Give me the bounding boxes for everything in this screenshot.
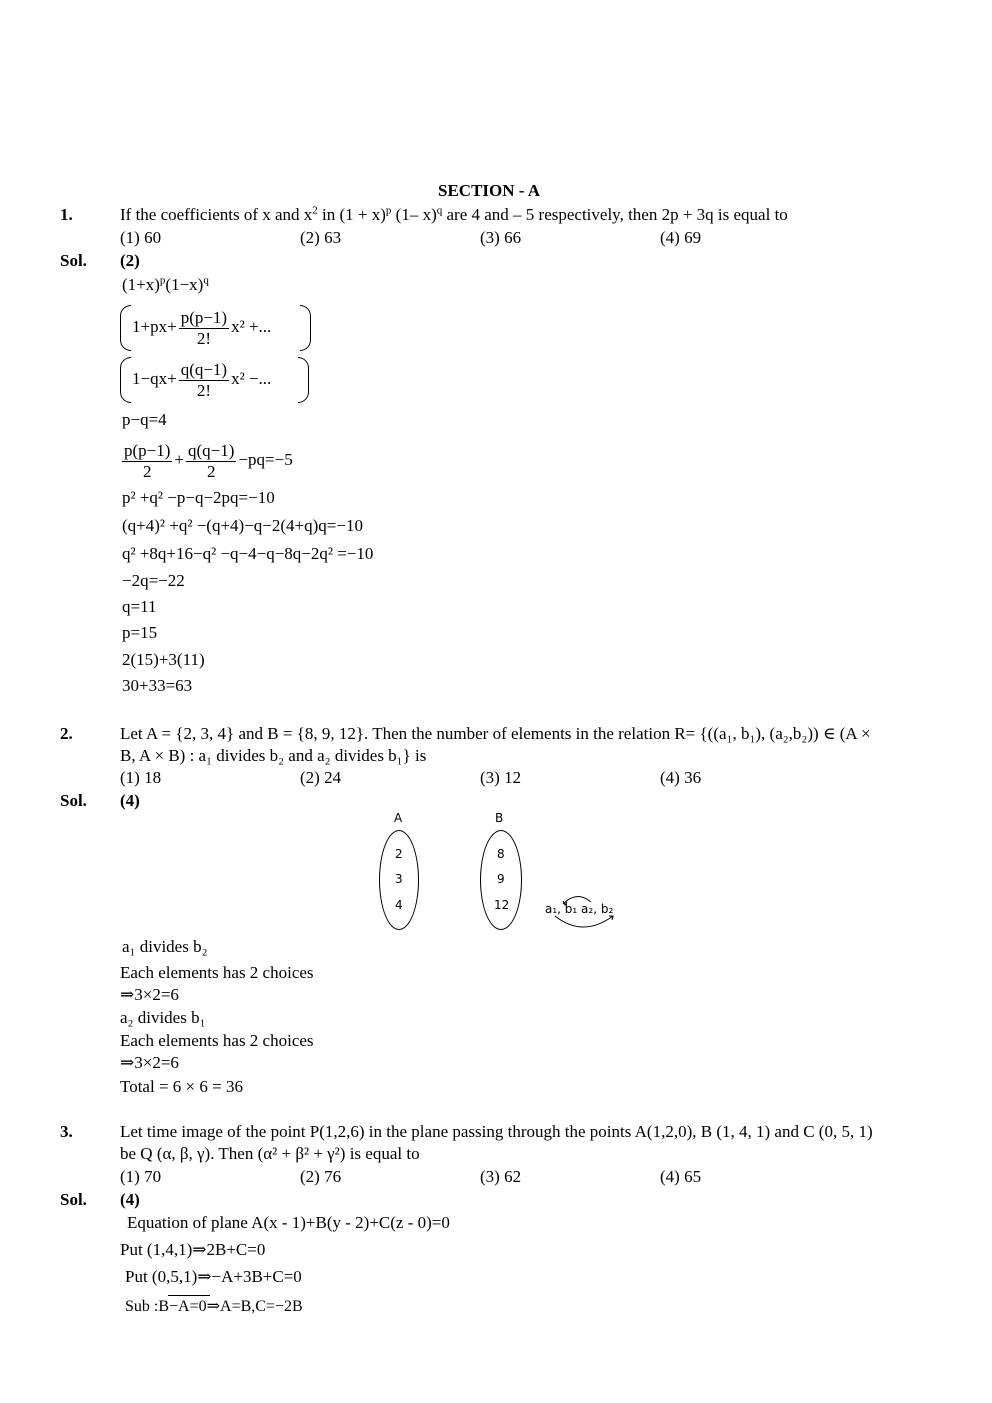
q1-step: 30+33=63 (122, 676, 193, 695)
q1-option-2: (2) 63 (300, 228, 342, 247)
q3-text-line1: Let time image of the point P(1,2,6) in the plane passing through the points A(1,2,0), B (1, 4, 1) and C (0, 5, 1) (120, 1122, 873, 1141)
q1-step: p² +q² −p−q−2pq=−10 (122, 488, 275, 507)
fraction: $\frac{p(p-1)}{2}$ (124, 440, 171, 481)
arc-top (563, 896, 591, 904)
q2-step: Each elements has 2 choices (120, 1031, 314, 1050)
q2-text-line1: Let A = {2, 3, 4} and B = {8, 9, 12}. Then the number of elements in the relation R= {((a₁, b₁), (a₂,b₂)) ∈ (A × (120, 724, 871, 743)
left-paren (120, 305, 131, 351)
q3-option-1: (1) 70 (120, 1167, 162, 1186)
q3-step: Put (0,5,1)⇒−A+3B+C=0 (125, 1267, 302, 1286)
q3-option-4: (4) 65 (660, 1167, 702, 1186)
q2-option-4: (4) 36 (660, 768, 702, 787)
fraction: $\frac{p(p-1)}{2!}$ (180, 307, 228, 348)
right-paren (298, 357, 309, 403)
right-paren (300, 305, 311, 351)
q1-option-4: (4) 69 (660, 228, 702, 247)
q1-answer: (2) (120, 251, 140, 270)
q2-sol-label: Sol. (60, 791, 87, 810)
q1-expansion-1: 1+px+ $\frac{p(p-1)}{2!}$ x² +... (132, 307, 272, 348)
q1-step: 2(15)+3(11) (122, 650, 205, 669)
q1-option-3: (3) 66 (480, 228, 522, 247)
pairing-arrows (545, 888, 625, 932)
q1-number: 1. (60, 205, 73, 224)
overline (168, 1295, 210, 1296)
q3-option-2: (2) 76 (300, 1167, 342, 1186)
fraction: $\frac{q(q-1)}{2}$ (188, 440, 235, 481)
set-a-element: 2 (395, 847, 403, 861)
set-b-element: 12 (494, 898, 510, 912)
q1-step: p=15 (122, 623, 158, 642)
q2-number: 2. (60, 724, 73, 743)
q3-answer: (4) (120, 1190, 140, 1209)
q2-option-3: (3) 12 (480, 768, 522, 787)
q2-text-line2: B, A × B) : a₁ divides b₂ and a₂ divides b₁} is (120, 746, 427, 765)
q1-step: (q+4)² +q² −(q+4)−q−2(4+q)q=−10 (122, 516, 363, 535)
set-a-element: 4 (395, 898, 403, 912)
q2-step: Each elements has 2 choices (120, 963, 314, 982)
q2-step: ⇒3×2=6 (120, 1053, 179, 1072)
q2-step: a₂ divides b₁ (120, 1008, 206, 1027)
q3-step: Sub :B−A=0⇒A=B,C=−2B (125, 1298, 303, 1315)
set-a-element: 3 (395, 872, 403, 886)
q3-number: 3. (60, 1122, 73, 1141)
left-paren (120, 357, 131, 403)
section-title: SECTION - A (438, 181, 541, 200)
q2-step: a₁ divides b₂ (122, 937, 208, 956)
q2-step: ⇒3×2=6 (120, 985, 179, 1004)
q2-answer: (4) (120, 791, 140, 810)
q2-option-2: (2) 24 (300, 768, 342, 787)
set-b-element: 9 (497, 872, 505, 886)
arc-bottom (555, 916, 613, 927)
q1-step: −2q=−22 (122, 571, 185, 590)
q1-text: If the coefficients of x and $x^2$ in $(1 + x)^p$ (1– x)$^q$ are 4 and – 5 respectively, then 2p + 3q is equal to (120, 204, 788, 224)
q3-sol-label: Sol. (60, 1190, 87, 1209)
set-b-label: B (495, 811, 504, 825)
q3-step: Put (1,4,1)⇒2B+C=0 (120, 1240, 266, 1259)
q1-option-1: (1) 60 (120, 228, 162, 247)
q1-expansion-2: 1−qx+ $\frac{q(q-1)}{2!}$ x² −... (132, 359, 272, 400)
pair-label: a₁, b₁ a₂, b₂ (545, 902, 614, 916)
q1-sol-label: Sol. (60, 251, 87, 270)
q3-option-3: (3) 62 (480, 1167, 522, 1186)
q3-text-line2: be Q (α, β, γ). Then (α² + β² + γ²) is equal to (120, 1144, 420, 1163)
q1-step: p−q=4 (122, 410, 167, 429)
set-b-element: 8 (497, 847, 505, 861)
fraction: $\frac{q(q-1)}{2!}$ (180, 359, 228, 400)
q1-step-expansion: $(1+x)^p(1-x)^q$ (122, 274, 209, 294)
q2-step: Total = 6 × 6 = 36 (120, 1077, 243, 1096)
q1-fraction-equation: $\frac{p(p-1)}{2}$ + $\frac{q(q-1)}{2}$ −pq=−5 (124, 440, 293, 481)
set-a-label: A (394, 811, 403, 825)
q1-step: q² +8q+16−q² −q−4−q−8q−2q² =−10 (122, 544, 374, 563)
q2-option-1: (1) 18 (120, 768, 162, 787)
q3-step: Equation of plane A(x - 1)+B(y - 2)+C(z - 0)=0 (127, 1213, 450, 1232)
q1-step: q=11 (122, 597, 157, 616)
